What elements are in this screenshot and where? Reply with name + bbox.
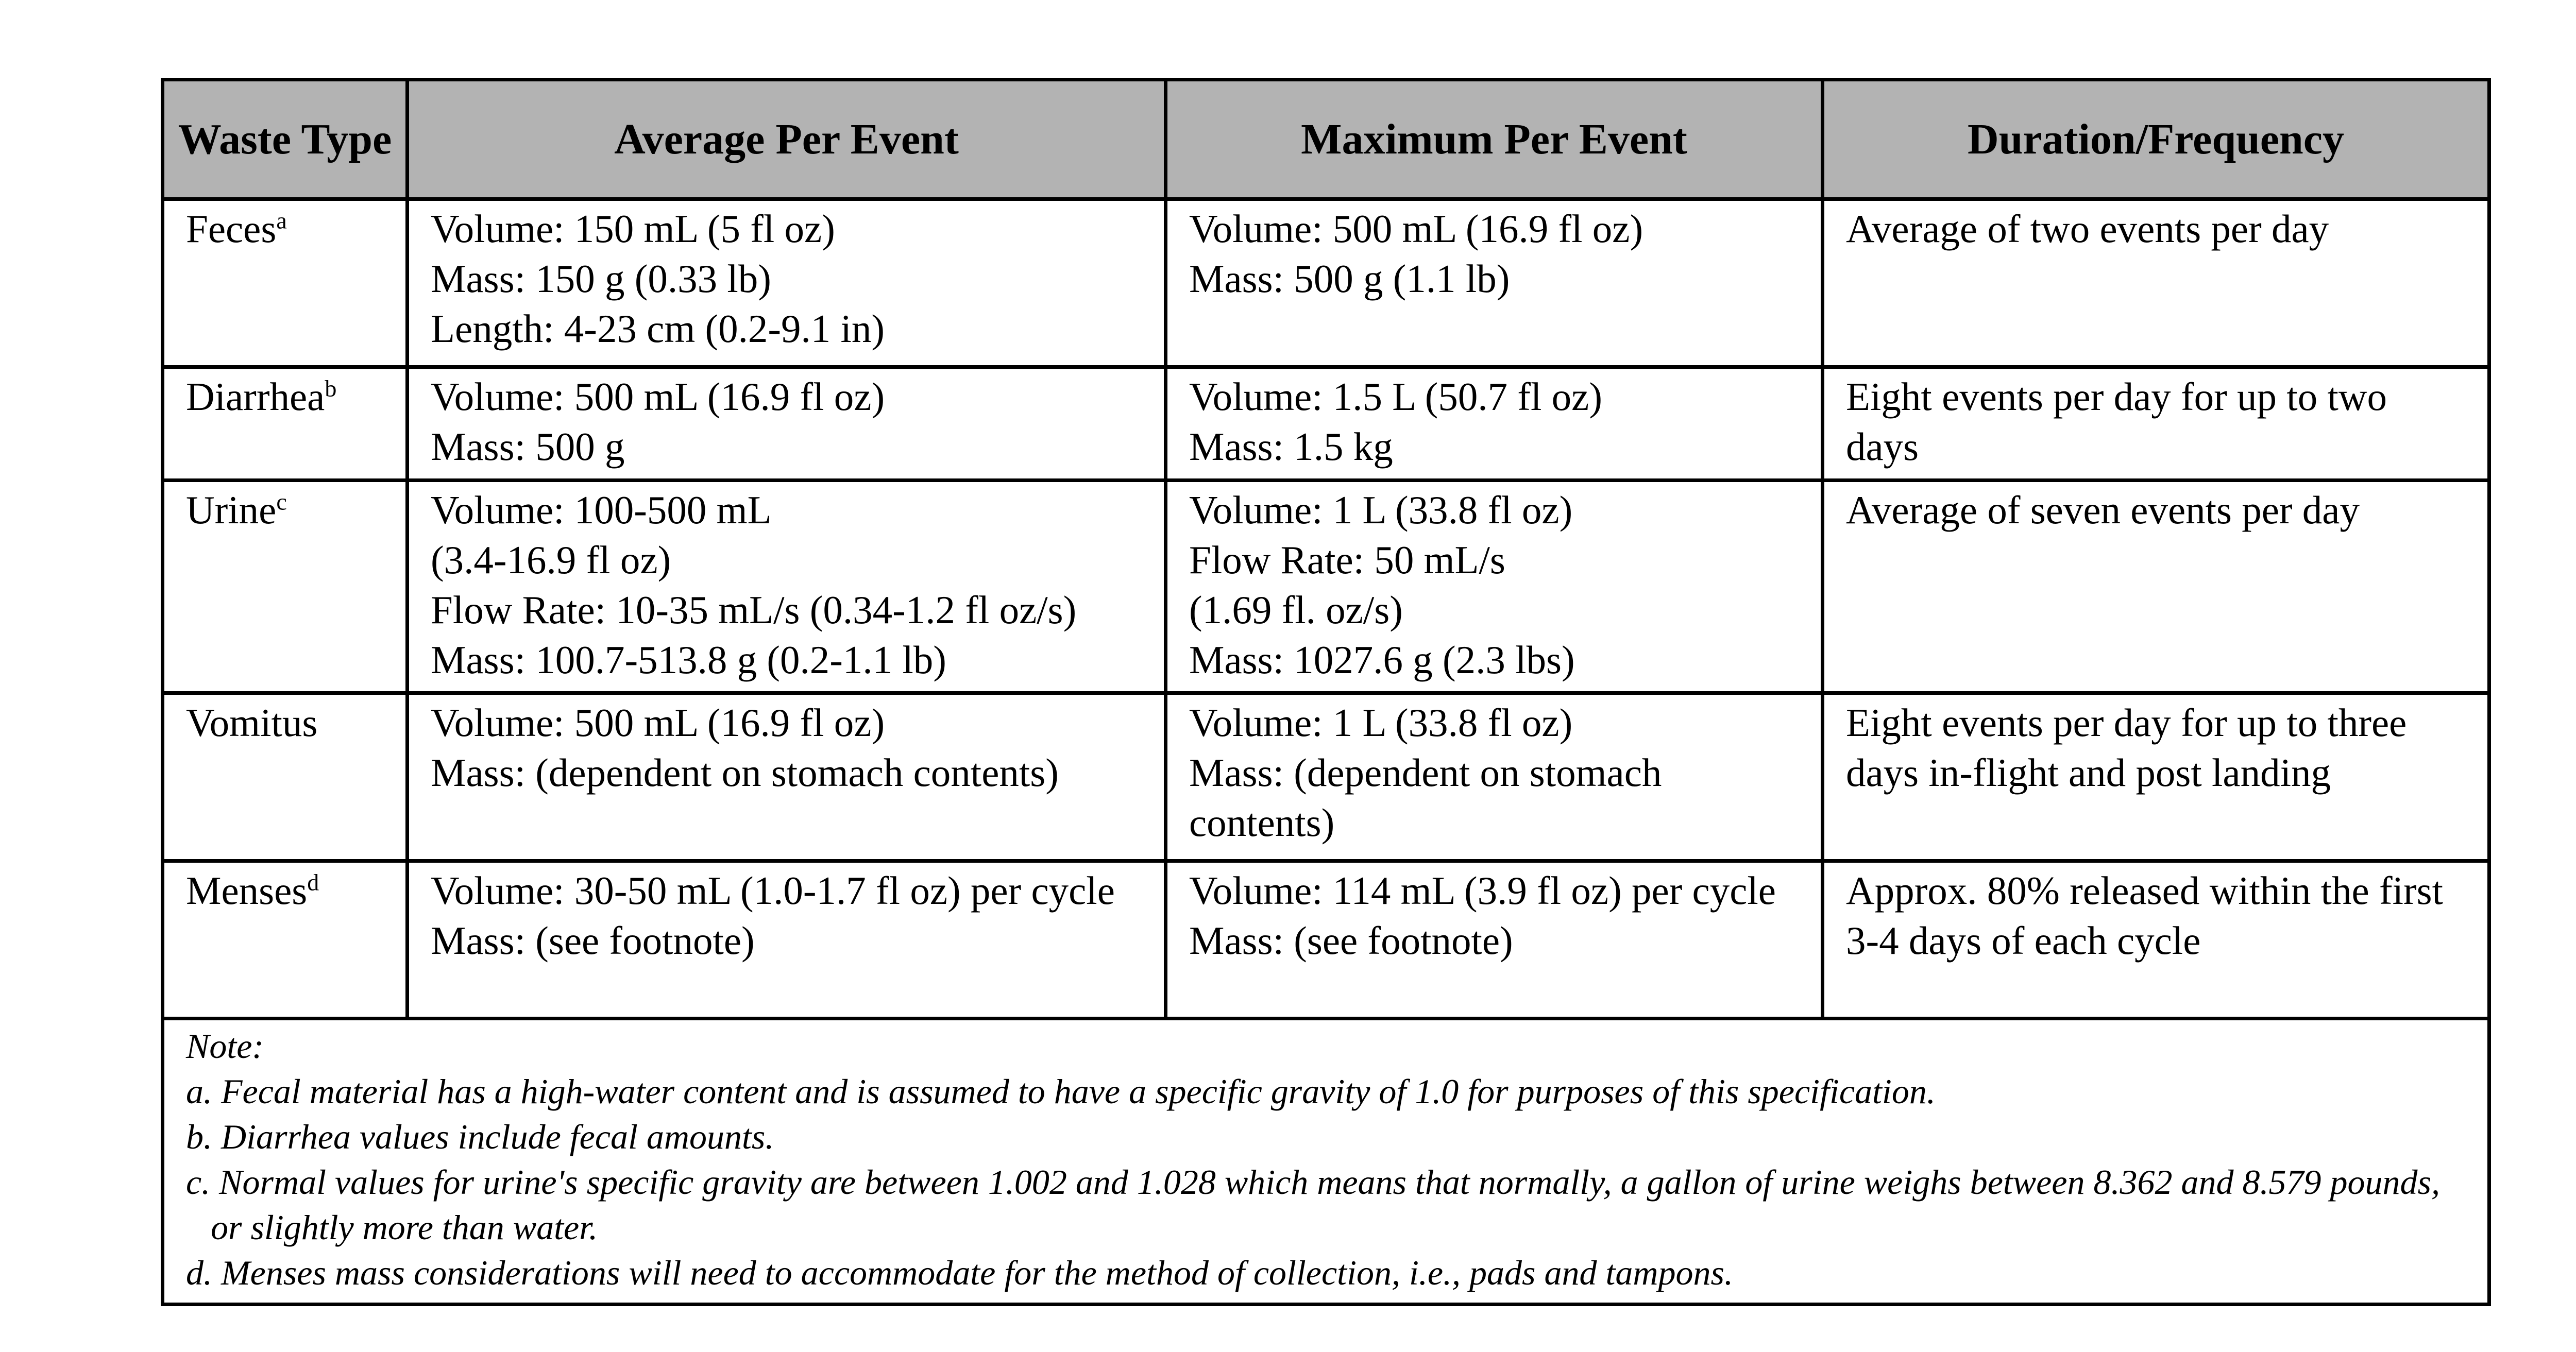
footnote-marker: d [307, 869, 319, 896]
maximum-line: Flow Rate: 50 mL/s [1189, 538, 1505, 582]
frequency-cell [1823, 199, 2489, 367]
maximum-line: Mass: 1.5 kg [1189, 424, 1393, 469]
waste-type-label: Menses [186, 868, 308, 913]
maximum-line: Volume: 1 L (33.8 fl oz) [1189, 700, 1573, 745]
average-line: Mass: 500 g [431, 424, 625, 469]
waste-type-cell [163, 481, 408, 693]
frequency-cell [1823, 481, 2489, 693]
average-line: (3.4-16.9 fl oz) [431, 538, 671, 582]
maximum-line: Volume: 114 mL (3.9 fl oz) per cycle [1189, 868, 1776, 913]
footnote-c: c. Normal values for urine's specific gravity are between 1.002 and 1.028 which means that normally, a gallon of urine weighs between 8.362 and 8.579 pounds, or slightly more than water. [186, 1162, 2440, 1247]
average-line: Volume: 500 mL (16.9 fl oz) [431, 374, 885, 419]
notes-cell [163, 1019, 2489, 1305]
footnote-a: a. Fecal material has a high-water content and is assumed to have a specific gravity of 1.0 for purposes of this specification. [186, 1072, 1936, 1111]
waste-type-cell [163, 693, 408, 861]
average-line: Volume: 100-500 mL [431, 488, 772, 532]
table-row [163, 199, 2489, 367]
average-line: Length: 4-23 cm (0.2-9.1 in) [431, 306, 885, 351]
frequency-cell [1823, 367, 2489, 481]
frequency-text: Eight events per day for up to three days in-flight and post landing [1846, 700, 2407, 795]
waste-type-label: Vomitus [186, 700, 318, 745]
table-row [163, 693, 2489, 861]
frequency-cell [1823, 861, 2489, 1019]
frequency-text: Average of two events per day [1846, 207, 2329, 251]
waste-type-label: Feces [186, 207, 277, 251]
average-line: Volume: 30-50 mL (1.0-1.7 fl oz) per cycle [431, 868, 1115, 913]
table-row [163, 861, 2489, 1019]
maximum-line: Volume: 1 L (33.8 fl oz) [1189, 488, 1573, 532]
average-line: Volume: 150 mL (5 fl oz) [431, 207, 835, 251]
header-waste-type: Waste Type [163, 80, 408, 199]
footnote-marker: a [276, 207, 287, 234]
footnote-d: d. Menses mass considerations will need to accommodate for the method of collection, i.e., pads and tampons. [186, 1253, 1733, 1292]
maximum-cell [1166, 861, 1823, 1019]
average-cell [408, 481, 1166, 693]
header-maximum: Maximum Per Event [1166, 80, 1823, 199]
table-row [163, 367, 2489, 481]
maximum-line: Mass: (dependent on stomach contents) [1189, 750, 1662, 845]
frequency-text: Approx. 80% released within the first 3-4 days of each cycle [1846, 868, 2443, 963]
average-line: Volume: 500 mL (16.9 fl oz) [431, 700, 885, 745]
waste-type-cell [163, 199, 408, 367]
table-row [163, 481, 2489, 693]
maximum-cell [1166, 481, 1823, 693]
header-row [163, 80, 2489, 199]
notes-row [163, 1019, 2489, 1305]
maximum-cell [1166, 693, 1823, 861]
maximum-line: Mass: (see footnote) [1189, 918, 1513, 963]
average-cell [408, 693, 1166, 861]
maximum-line: (1.69 fl. oz/s) [1189, 588, 1403, 632]
average-line: Mass: 150 g (0.33 lb) [431, 256, 771, 301]
average-cell [408, 199, 1166, 367]
frequency-text: Average of seven events per day [1846, 488, 2360, 532]
frequency-text: Eight events per day for up to two days [1846, 374, 2387, 469]
header-frequency: Duration/Frequency [1823, 80, 2489, 199]
waste-type-cell [163, 367, 408, 481]
maximum-cell [1166, 367, 1823, 481]
maximum-line: Volume: 500 mL (16.9 fl oz) [1189, 207, 1643, 251]
average-line: Mass: (see footnote) [431, 918, 755, 963]
note-label: Note: [186, 1026, 264, 1066]
waste-type-label: Diarrhea [186, 374, 325, 419]
waste-type-cell [163, 861, 408, 1019]
average-line: Mass: (dependent on stomach contents) [431, 750, 1059, 795]
footnote-b: b. Diarrhea values include fecal amounts. [186, 1117, 774, 1156]
maximum-line: Mass: 1027.6 g (2.3 lbs) [1189, 638, 1575, 682]
footnote-marker: c [276, 488, 287, 515]
footnote-marker: b [325, 375, 337, 402]
maximum-line: Volume: 1.5 L (50.7 fl oz) [1189, 374, 1602, 419]
waste-table [161, 78, 2491, 1306]
waste-type-label: Urine [186, 488, 277, 532]
average-line: Flow Rate: 10-35 mL/s (0.34-1.2 fl oz/s) [431, 588, 1077, 632]
maximum-line: Mass: 500 g (1.1 lb) [1189, 256, 1510, 301]
maximum-cell [1166, 199, 1823, 367]
average-cell [408, 861, 1166, 1019]
average-cell [408, 367, 1166, 481]
frequency-cell [1823, 693, 2489, 861]
average-line: Mass: 100.7-513.8 g (0.2-1.1 lb) [431, 638, 946, 682]
header-average: Average Per Event [408, 80, 1166, 199]
